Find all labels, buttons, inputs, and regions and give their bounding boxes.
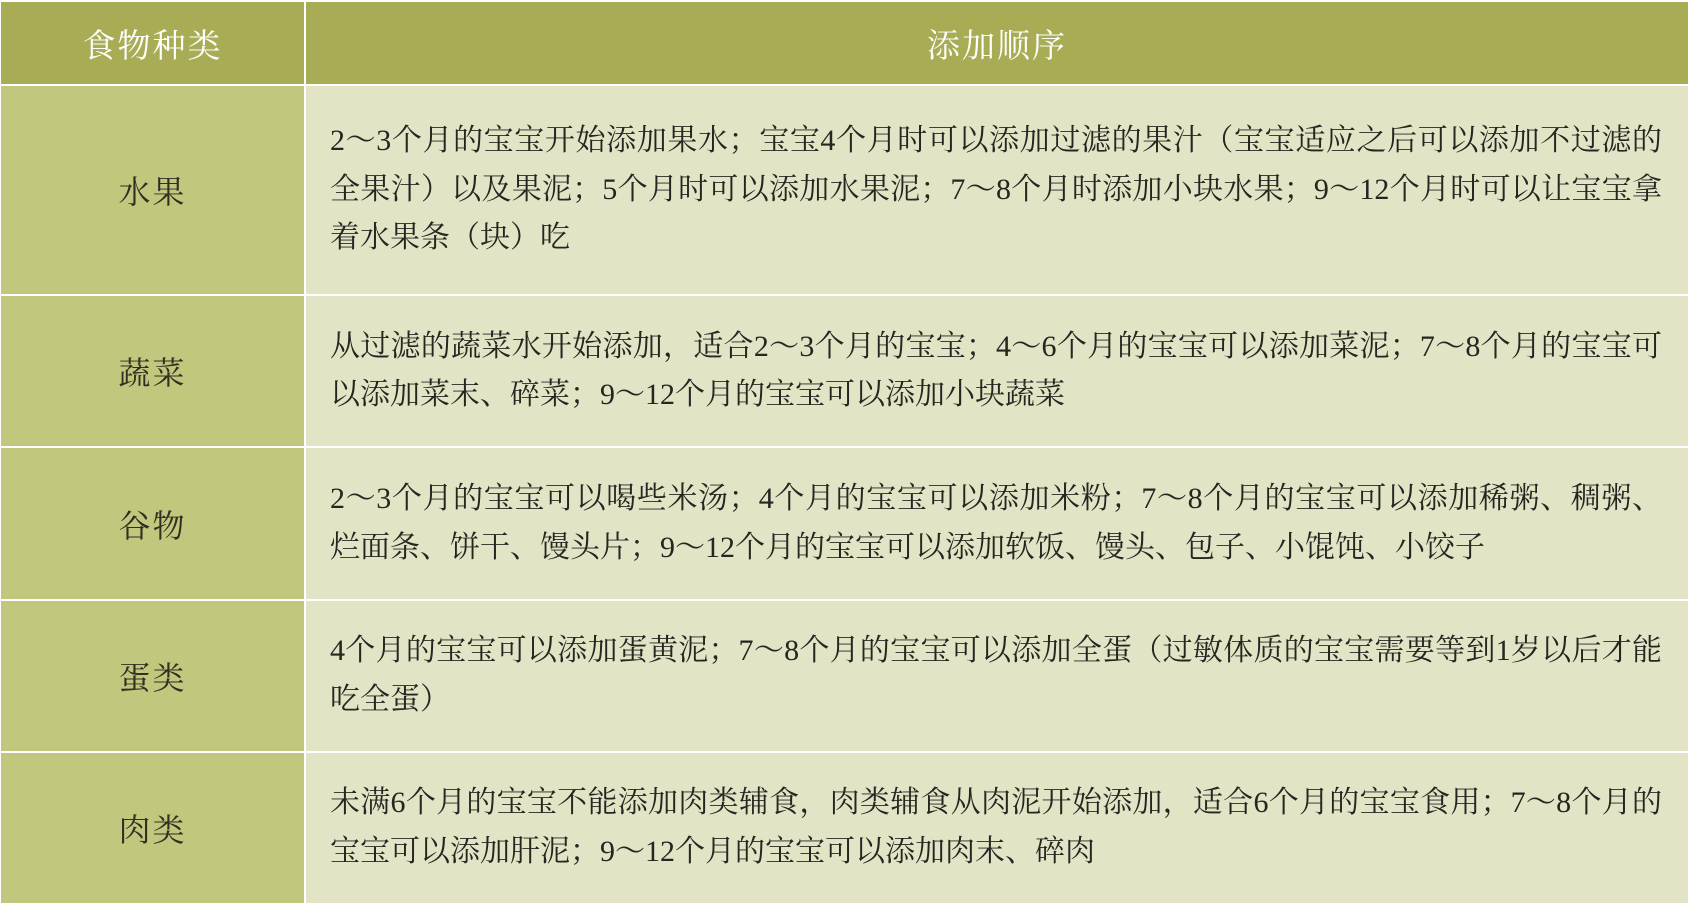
table-header-row [0, 1, 1689, 85]
cell-add-order: 2～3个月的宝宝开始添加果水；宝宝4个月时可以添加过滤的果汁（宝宝适应之后可以添加不过滤的全果汁）以及果泥；5个月时可以添加水果泥；7～8个月时添加小块水果；9～12个月时可以让宝宝拿着水果条（块）吃 [305, 85, 1689, 295]
cell-food-kind: 蛋类 [0, 600, 305, 752]
table-header [0, 1, 1689, 85]
table-row [0, 752, 1689, 904]
cell-food-kind: 蔬菜 [0, 295, 305, 447]
column-header-add-order: 添加顺序 [305, 1, 1689, 85]
cell-add-order: 4个月的宝宝可以添加蛋黄泥；7～8个月的宝宝可以添加全蛋（过敏体质的宝宝需要等到1岁以后才能吃全蛋） [305, 600, 1689, 752]
cell-food-kind: 肉类 [0, 752, 305, 904]
table-row [0, 295, 1689, 447]
cell-add-order: 从过滤的蔬菜水开始添加，适合2～3个月的宝宝；4～6个月的宝宝可以添加菜泥；7～8个月的宝宝可以添加菜末、碎菜；9～12个月的宝宝可以添加小块蔬菜 [305, 295, 1689, 447]
cell-add-order: 2～3个月的宝宝可以喝些米汤；4个月的宝宝可以添加米粉；7～8个月的宝宝可以添加稀粥、稠粥、烂面条、饼干、馒头片；9～12个月的宝宝可以添加软饭、馒头、包子、小馄饨、小饺子 [305, 447, 1689, 599]
cell-food-kind: 谷物 [0, 447, 305, 599]
column-header-food-kind: 食物种类 [0, 1, 305, 85]
cell-add-order: 未满6个月的宝宝不能添加肉类辅食，肉类辅食从肉泥开始添加，适合6个月的宝宝食用；7～8个月的宝宝可以添加肝泥；9～12个月的宝宝可以添加肉末、碎肉 [305, 752, 1689, 904]
cell-food-kind: 水果 [0, 85, 305, 295]
table-row [0, 600, 1689, 752]
table-row [0, 85, 1689, 295]
table-row [0, 447, 1689, 599]
table-body [0, 85, 1689, 904]
